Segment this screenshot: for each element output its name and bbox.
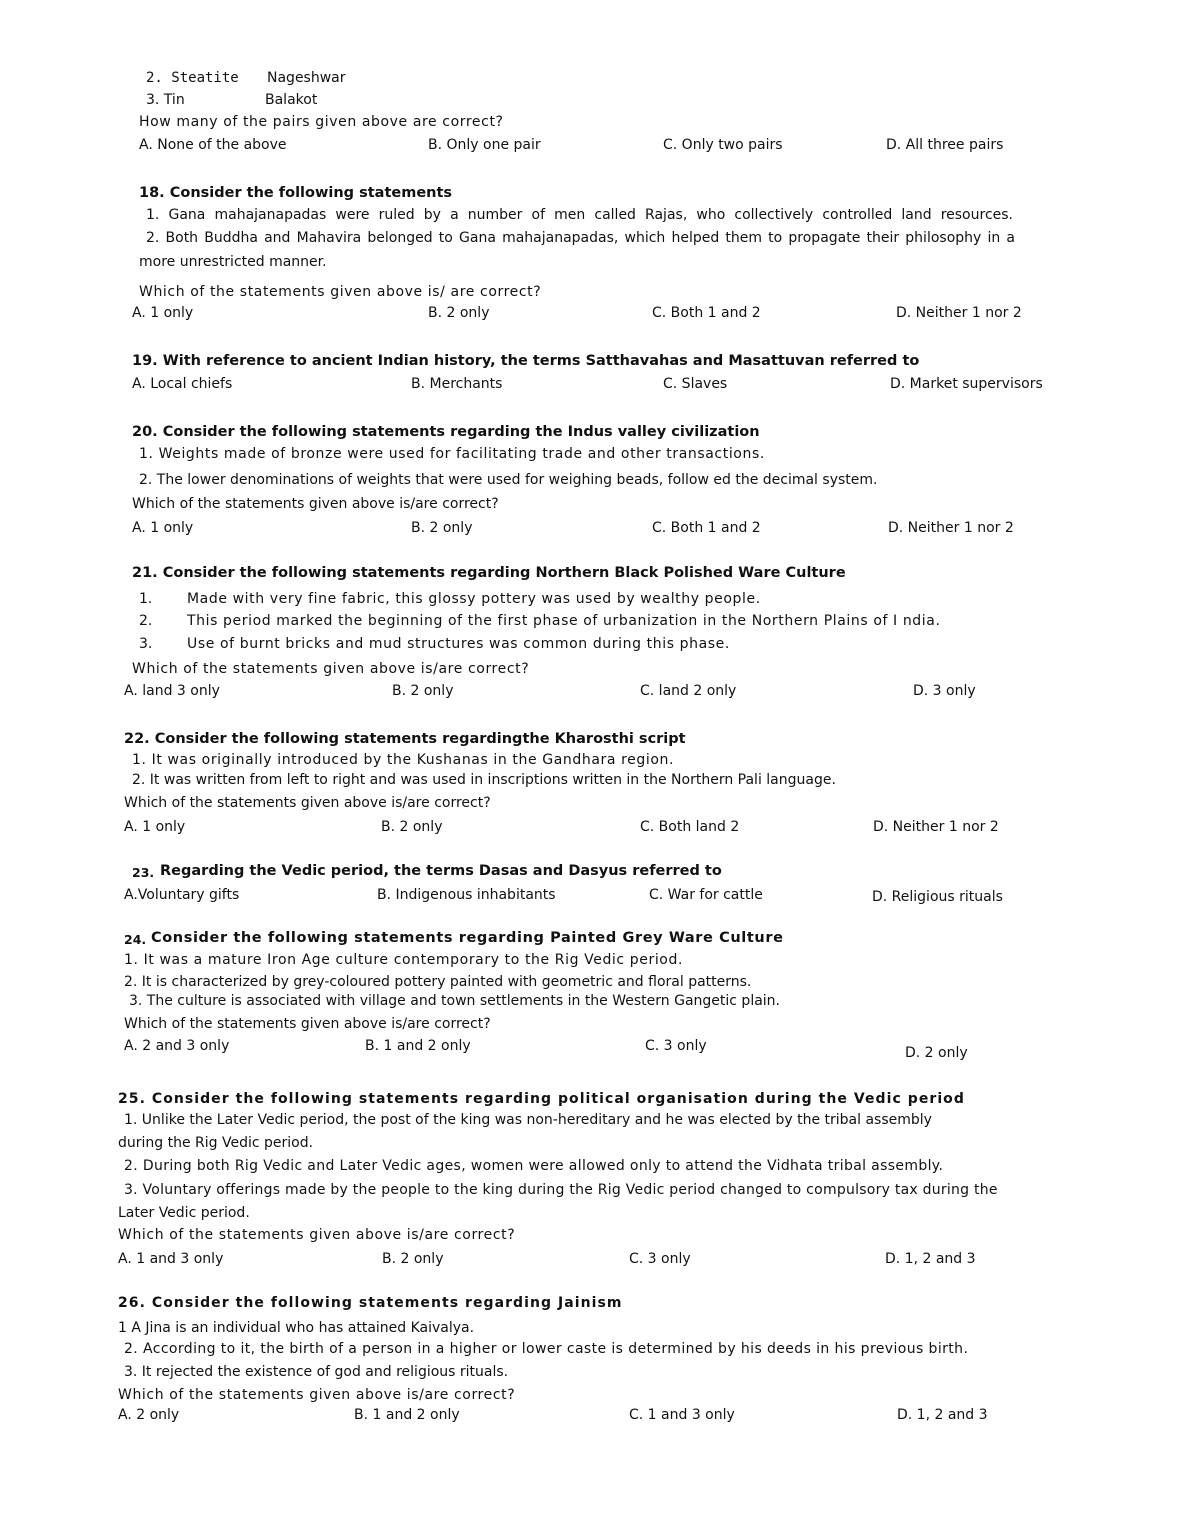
q17-option-a: A. None of the above xyxy=(139,137,287,153)
q17-pair-2-item: 2. Steatite xyxy=(146,70,239,86)
q20-option-a: A. 1 only xyxy=(132,520,194,536)
q20-prompt: Which of the statements given above is/are correct? xyxy=(132,496,499,512)
q21-option-d: D. 3 only xyxy=(913,683,976,699)
q21-statement-2-number: 2. xyxy=(139,613,153,629)
q18-option-a: A. 1 only xyxy=(132,305,194,321)
q26-statement-3: 3. It rejected the existence of god and religious rituals. xyxy=(124,1364,509,1380)
q18-option-b: B. 2 only xyxy=(428,305,490,321)
q21-statement-3-number: 3. xyxy=(139,636,153,652)
q22-statement-1: 1. It was originally introduced by the Kushanas in the Gandhara region. xyxy=(132,752,675,768)
q26-option-c: C. 1 and 3 only xyxy=(629,1407,735,1423)
q24-statement-1: 1. It was a mature Iron Age culture contemporary to the Rig Vedic period. xyxy=(124,952,684,968)
q24-prompt: Which of the statements given above is/are correct? xyxy=(124,1016,491,1032)
q26-option-d: D. 1, 2 and 3 xyxy=(897,1407,988,1423)
q25-statement-2: 2. During both Rig Vedic and Later Vedic ages, women were allowed only to attend the Vidhata tribal assembly. xyxy=(124,1158,944,1174)
q25-statement-1-line-1: 1. Unlike the Later Vedic period, the post of the king was non-hereditary and he was elected by the tribal assembly xyxy=(124,1112,932,1128)
q20-statement-2: 2. The lower denominations of weights that were used for weighing beads, follow ed the decimal system. xyxy=(139,472,878,488)
q24-statement-3: 3. The culture is associated with village and town settlements in the Western Gangetic plain. xyxy=(129,993,780,1009)
q23-option-a: A.Voluntary gifts xyxy=(124,887,240,903)
q22-option-c: C. Both land 2 xyxy=(640,819,740,835)
q19-option-c: C. Slaves xyxy=(663,376,728,392)
q24-number: 24. xyxy=(124,932,147,947)
q18-option-c: C. Both 1 and 2 xyxy=(652,305,761,321)
q19-option-d: D. Market supervisors xyxy=(890,376,1043,392)
q20-title: 20. Consider the following statements regarding the Indus valley civilization xyxy=(132,424,760,440)
q25-option-d: D. 1, 2 and 3 xyxy=(885,1251,976,1267)
q21-option-b: B. 2 only xyxy=(392,683,454,699)
q21-statement-1-number: 1. xyxy=(139,591,153,607)
q18-option-d: D. Neither 1 nor 2 xyxy=(896,305,1022,321)
q17-pair-3-item: 3. Tin xyxy=(146,92,185,108)
q18-title: 18. Consider the following statements xyxy=(139,185,453,201)
q22-option-d: D. Neither 1 nor 2 xyxy=(873,819,999,835)
q18-statement-2-line-1: 2. Both Buddha and Mahavira belonged to Gana mahajanapadas, which helped them to propagate their philosophy in a xyxy=(146,230,1015,246)
q26-option-b: B. 1 and 2 only xyxy=(354,1407,460,1423)
q23-number: 23. xyxy=(132,865,155,880)
q20-option-b: B. 2 only xyxy=(411,520,473,536)
q26-prompt: Which of the statements given above is/are correct? xyxy=(118,1387,516,1403)
q26-title: 26. Consider the following statements regarding Jainism xyxy=(118,1295,623,1311)
q21-statement-3-text: Use of burnt bricks and mud structures was common during this phase. xyxy=(187,636,730,652)
q21-option-a: A. land 3 only xyxy=(124,683,220,699)
q22-title: 22. Consider the following statements regardingthe Kharosthi script xyxy=(124,731,686,747)
q26-statement-2: 2. According to it, the birth of a person in a higher or lower caste is determined by his deeds in his previous birth. xyxy=(124,1341,969,1357)
q26-statement-1: 1 A Jina is an individual who has attained Kaivalya. xyxy=(118,1320,475,1336)
q19-option-a: A. Local chiefs xyxy=(132,376,233,392)
q17-pair-3-place: Balakot xyxy=(265,92,318,108)
q18-statement-2-line-2: more unrestricted manner. xyxy=(139,254,327,270)
q25-statement-3-line-1: 3. Voluntary offerings made by the people to the king during the Rig Vedic period changed to compulsory tax during the xyxy=(124,1182,998,1198)
q21-statement-2-text: This period marked the beginning of the first phase of urbanization in the Northern Plains of I ndia. xyxy=(187,613,941,629)
q25-prompt: Which of the statements given above is/are correct? xyxy=(118,1227,516,1243)
q24-option-a: A. 2 and 3 only xyxy=(124,1038,230,1054)
q20-option-d: D. Neither 1 nor 2 xyxy=(888,520,1014,536)
q21-prompt: Which of the statements given above is/are correct? xyxy=(132,661,530,677)
q17-prompt: How many of the pairs given above are correct? xyxy=(139,114,504,130)
q25-option-a: A. 1 and 3 only xyxy=(118,1251,224,1267)
q22-prompt: Which of the statements given above is/are correct? xyxy=(124,795,491,811)
q24-title: Consider the following statements regarding Painted Grey Ware Culture xyxy=(151,930,784,946)
q19-option-b: B. Merchants xyxy=(411,376,503,392)
q23-option-c: C. War for cattle xyxy=(649,887,763,903)
q17-option-c: C. Only two pairs xyxy=(663,137,783,153)
q19-title: 19. With reference to ancient Indian history, the terms Satthavahas and Masattuvan referred to xyxy=(132,353,920,369)
q22-statement-2: 2. It was written from left to right and was used in inscriptions written in the Northern Pali language. xyxy=(132,772,836,788)
q20-statement-1: 1. Weights made of bronze were used for facilitating trade and other transactions. xyxy=(139,446,765,462)
q22-option-b: B. 2 only xyxy=(381,819,443,835)
q21-option-c: C. land 2 only xyxy=(640,683,737,699)
q25-statement-3-line-2: Later Vedic period. xyxy=(118,1205,250,1221)
q17-option-d: D. All three pairs xyxy=(886,137,1004,153)
q24-option-b: B. 1 and 2 only xyxy=(365,1038,471,1054)
q25-statement-1-line-2: during the Rig Vedic period. xyxy=(118,1135,314,1151)
q24-statement-2: 2. It is characterized by grey-coloured pottery painted with geometric and floral patterns. xyxy=(124,974,752,990)
q24-option-c: C. 3 only xyxy=(645,1038,707,1054)
q18-statement-1: 1. Gana mahajanapadas were ruled by a number of men called Rajas, who collectively controlled land resources. xyxy=(146,207,1013,223)
q21-statement-1-text: Made with very fine fabric, this glossy pottery was used by wealthy people. xyxy=(187,591,761,607)
q21-title: 21. Consider the following statements regarding Northern Black Polished Ware Culture xyxy=(132,565,846,581)
q25-option-c: C. 3 only xyxy=(629,1251,691,1267)
q23-title: Regarding the Vedic period, the terms Dasas and Dasyus referred to xyxy=(160,863,722,879)
q17-option-b: B. Only one pair xyxy=(428,137,541,153)
q26-option-a: A. 2 only xyxy=(118,1407,180,1423)
q25-title: 25. Consider the following statements regarding political organisation during the Vedic period xyxy=(118,1091,965,1107)
q23-option-b: B. Indigenous inhabitants xyxy=(377,887,556,903)
q24-option-d: D. 2 only xyxy=(905,1045,968,1061)
q20-option-c: C. Both 1 and 2 xyxy=(652,520,761,536)
q23-option-d: D. Religious rituals xyxy=(872,889,1003,905)
q17-pair-2-place: Nageshwar xyxy=(267,70,346,86)
q18-prompt: Which of the statements given above is/ are correct? xyxy=(139,284,542,300)
q22-option-a: A. 1 only xyxy=(124,819,186,835)
q25-option-b: B. 2 only xyxy=(382,1251,444,1267)
